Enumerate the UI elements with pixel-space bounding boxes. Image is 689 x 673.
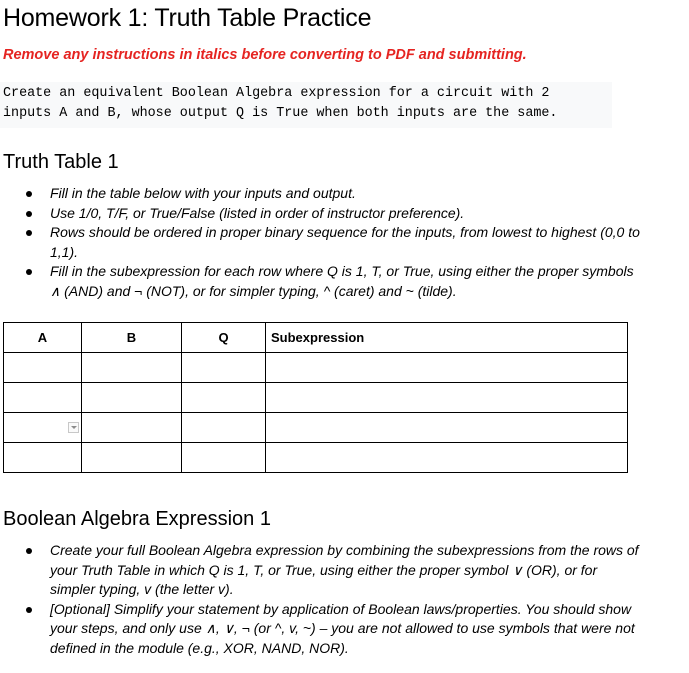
truth-table	[3, 322, 628, 473]
table-cell-q[interactable]	[182, 383, 266, 413]
bullet-icon	[26, 211, 32, 217]
table-cell-q[interactable]	[182, 413, 266, 443]
instruction-item	[0, 541, 640, 600]
instruction-text: [Optional] Simplify your statement by application of Boolean laws/properties. You should show your steps, and only use ∧, ∨, ¬ (or ^, v, ~) – you are not allowed to use symbols that were not defined in the module (e.g., XOR, NAND, NOR).	[50, 600, 635, 656]
table-cell-b[interactable]	[82, 443, 182, 473]
table-cell-a[interactable]	[4, 353, 82, 383]
table-cell-b[interactable]	[82, 353, 182, 383]
table-cell-subexpression[interactable]	[266, 443, 628, 473]
instruction-text: Fill in the subexpression for each row where Q is 1, T, or True, using either the proper symbols ∧ (AND) and ¬ (NOT), or for simpler typing, ^ (caret) and ~ (tilde).	[50, 263, 634, 299]
table-cell-subexpression[interactable]	[266, 383, 628, 413]
code-block	[0, 82, 612, 128]
instruction-text: Fill in the table below with your inputs and output.	[50, 185, 356, 201]
bullet-icon	[26, 269, 32, 275]
bullet-icon	[26, 548, 32, 554]
instruction-text: Rows should be ordered in proper binary sequence for the inputs, from lowest to highest (0,0 to 1,1).	[50, 224, 640, 260]
chevron-down-icon[interactable]	[68, 422, 79, 433]
table-row	[4, 383, 628, 413]
instruction-item	[0, 184, 640, 204]
table-cell-b[interactable]	[82, 413, 182, 443]
expression-heading: Boolean Algebra Expression 1	[3, 508, 271, 530]
submission-notice: Remove any instructions in italics before converting to PDF and submitting.	[3, 47, 527, 63]
expression-instructions	[0, 541, 640, 659]
instruction-item	[0, 262, 640, 301]
table-header-row	[4, 323, 628, 353]
instruction-item	[0, 204, 640, 224]
column-header-subexpression: Subexpression	[266, 323, 628, 353]
table-cell-subexpression[interactable]	[266, 353, 628, 383]
code-line: inputs A and B, whose output Q is True when both inputs are the same.	[3, 106, 558, 121]
instruction-text: Use 1/0, T/F, or True/False (listed in order of instructor preference).	[50, 204, 465, 221]
table-row	[4, 353, 628, 383]
table-row	[4, 443, 628, 473]
instruction-item	[0, 600, 640, 659]
truth-table-instructions	[0, 184, 640, 302]
table-row	[4, 413, 628, 443]
bullet-icon	[26, 607, 32, 613]
bullet-icon	[26, 191, 32, 197]
table-cell-q[interactable]	[182, 443, 266, 473]
instruction-item	[0, 223, 640, 262]
column-header-q: Q	[182, 323, 266, 353]
table-cell-a[interactable]	[4, 383, 82, 413]
truth-table-heading: Truth Table 1	[3, 151, 119, 173]
table-cell-q[interactable]	[182, 353, 266, 383]
page-title: Homework 1: Truth Table Practice	[3, 4, 372, 32]
table-cell-a[interactable]	[4, 443, 82, 473]
table-cell-b[interactable]	[82, 383, 182, 413]
bullet-icon	[26, 230, 32, 236]
table-cell-a[interactable]	[4, 413, 82, 443]
column-header-b: B	[82, 323, 182, 353]
table-cell-subexpression[interactable]	[266, 413, 628, 443]
column-header-a: A	[4, 323, 82, 353]
code-line: Create an equivalent Boolean Algebra expression for a circuit with 2	[3, 86, 550, 101]
instruction-text: Create your full Boolean Algebra expression by combining the subexpressions from the rows of your Truth Table in which Q is 1, T, or True, using either the proper symbol ∨ (OR), or for simpler typing, v (the letter v).	[50, 542, 639, 598]
